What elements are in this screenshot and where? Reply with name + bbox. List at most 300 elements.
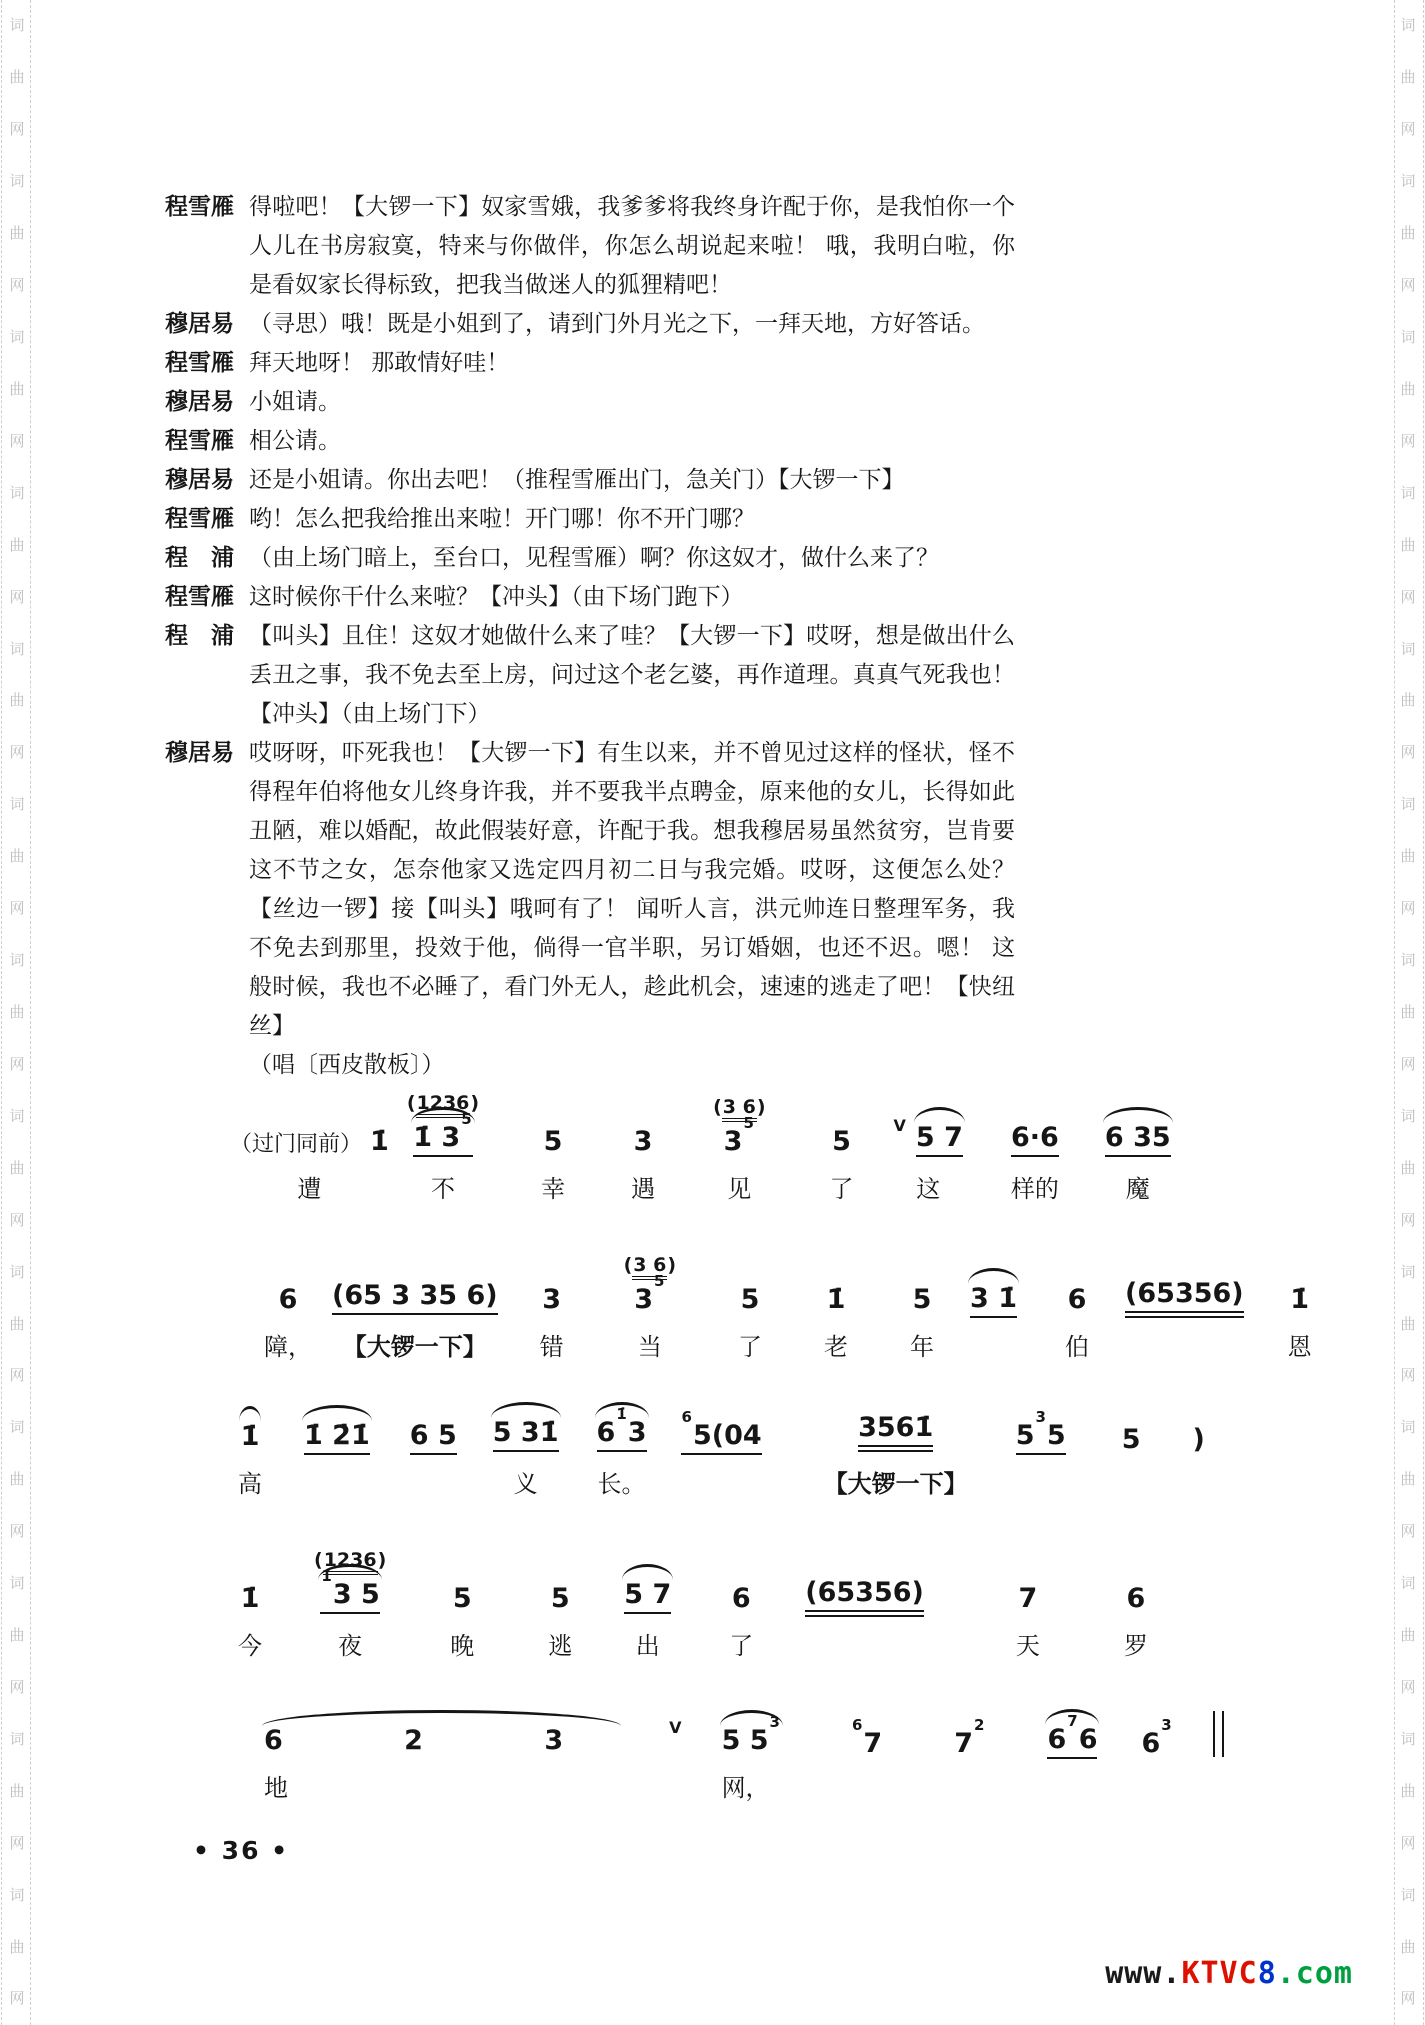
lyric-text: 天 xyxy=(1015,1632,1040,1661)
note-text: 6·6 xyxy=(1011,1122,1059,1157)
music-cell xyxy=(824,1412,968,1499)
edge-watermark-char: 曲 xyxy=(9,691,25,710)
note-group xyxy=(551,1583,570,1614)
edge-watermark-char: 网 xyxy=(9,431,25,450)
lyric-text: 样的 xyxy=(1010,1175,1059,1204)
tie-arc xyxy=(491,1402,561,1418)
music-cell xyxy=(1124,1583,1148,1661)
edge-watermark-char: 网 xyxy=(1400,1522,1416,1541)
grace-digits: 3 6 xyxy=(722,1096,757,1122)
tie-arc xyxy=(622,1564,673,1580)
note-row xyxy=(827,1284,846,1315)
note-row xyxy=(805,1577,924,1617)
edge-watermark-char: 曲 xyxy=(9,847,25,866)
grace-note-annotation: (1236) xyxy=(314,1549,386,1571)
lyric-text: 夜 xyxy=(338,1632,363,1661)
note-row xyxy=(832,1126,851,1157)
note-row xyxy=(241,1583,260,1614)
music-cell xyxy=(596,1405,647,1499)
note-row xyxy=(913,1284,932,1315)
note-text: 1̇ xyxy=(240,1421,260,1453)
edge-watermark-char: 网 xyxy=(9,120,25,139)
music-cell xyxy=(230,1126,389,1204)
note-row xyxy=(732,1583,751,1614)
edge-watermark-char: 曲 xyxy=(9,1937,25,1956)
note-row xyxy=(858,1412,933,1452)
note-group xyxy=(634,1126,653,1157)
edge-watermark-char: 曲 xyxy=(9,224,25,243)
speaker-name: 穆居易 xyxy=(165,389,234,415)
edge-watermark-char: 曲 xyxy=(9,1314,25,1333)
tie-arc xyxy=(239,1406,262,1422)
note-row xyxy=(1193,1424,1205,1455)
music-cell xyxy=(681,1408,762,1499)
edge-watermark-char: 曲 xyxy=(9,68,25,87)
dialogue-entry xyxy=(165,500,1025,539)
site-watermark-segment: .com xyxy=(1276,1956,1353,1991)
music-cell xyxy=(830,1126,854,1204)
note-group xyxy=(1047,1712,1098,1759)
lyric-text: 长。 xyxy=(597,1470,646,1499)
dialogue-text: 哎呀呀，吓死我也！【大锣一下】有生以来，并不曾见过这样的怪状，怪不得程年伯将他女儿终身许我，并不要我半点聘金，原来他的女儿，长得如此丑陋，难以婚配，故此假装好意，许配于我。想我穆居易虽然贫穷，岂肯要这不节之女，怎奈他家又选定四月初二日与我完婚。哎呀，这便怎么处？【丝边一锣】接【叫头】哦呵有了！ 闻听人言，洪元帅连日整理军务，我不免去到那里，投效于他，倘得一官半职，另订婚姻，也还不迟。嗯！ 这般时候，我也不必睡了，看门外无人，趁此机会，速速的逃走了吧！【快纽丝】 xyxy=(249,740,1015,1039)
note-text: 3 1̇ xyxy=(970,1283,1017,1318)
note-row xyxy=(1018,1583,1037,1614)
lyric-text: 魔 xyxy=(1125,1175,1150,1204)
lyric-text: 遭 xyxy=(297,1175,322,1204)
edge-watermark-char: 曲 xyxy=(1400,847,1416,866)
note-text: 5 xyxy=(832,1126,851,1157)
music-cell xyxy=(450,1583,474,1661)
note-text: 5 xyxy=(452,1583,472,1615)
edge-watermark-char: 曲 xyxy=(1400,379,1416,398)
edge-watermark-char: 曲 xyxy=(1400,691,1416,710)
grace-digits: 1236 xyxy=(416,1092,471,1118)
note-row xyxy=(681,1408,762,1455)
lyric-text: 今 xyxy=(238,1632,262,1661)
note-group xyxy=(681,1408,762,1455)
music-cell xyxy=(1015,1408,1066,1499)
inline-cue: （过门同前） xyxy=(230,1131,363,1157)
music-cell xyxy=(238,1421,262,1499)
dialogue-entry xyxy=(165,734,1025,1046)
music-cell xyxy=(631,1126,655,1204)
note-group xyxy=(241,1421,260,1452)
lyric-text: 了 xyxy=(829,1175,854,1204)
music-cell xyxy=(238,1583,262,1661)
speaker-name: 穆居易 xyxy=(165,311,234,337)
music-area xyxy=(230,1092,1340,1853)
lyric-text: 年 xyxy=(910,1333,935,1362)
note-group xyxy=(1193,1424,1205,1455)
music-cell xyxy=(713,1096,765,1204)
note-text: 6 5 xyxy=(410,1420,457,1455)
edge-watermark-char: 网 xyxy=(9,1833,25,1852)
note-group xyxy=(1126,1583,1145,1614)
note-group xyxy=(954,1716,985,1760)
note-row xyxy=(410,1420,457,1455)
music-cell xyxy=(541,1126,565,1204)
note-row xyxy=(954,1716,985,1760)
note-text: 1̇ xyxy=(370,1126,389,1157)
grace-digits: 3 6 xyxy=(632,1254,667,1280)
music-system xyxy=(230,1092,1340,1204)
note-group xyxy=(851,1716,883,1760)
speaker-name: 程 浦 xyxy=(165,623,234,649)
note-row xyxy=(596,1405,647,1452)
note-text: 1̇ $3^5$ xyxy=(413,1122,472,1157)
music-cell xyxy=(304,1420,370,1499)
note-text: $6^3$ xyxy=(1141,1716,1172,1760)
lyric-text: 地 xyxy=(264,1774,288,1803)
dialogue-list xyxy=(165,188,1025,1046)
note-row xyxy=(1011,1122,1059,1157)
edge-watermark-char: 曲 xyxy=(9,1781,25,1800)
note-row xyxy=(551,1583,570,1614)
edge-watermark-char: 词 xyxy=(9,16,25,35)
note-row xyxy=(741,1284,760,1315)
edge-watermark-char: 曲 xyxy=(1400,535,1416,554)
note-row xyxy=(851,1716,883,1760)
music-system xyxy=(230,1405,1340,1499)
note-row xyxy=(1122,1424,1141,1455)
edge-watermark-char: 网 xyxy=(9,743,25,762)
note-text: 6 xyxy=(278,1284,298,1316)
note-row xyxy=(1047,1712,1098,1759)
music-cell xyxy=(314,1549,386,1661)
edge-watermark-char: 网 xyxy=(1400,1677,1416,1696)
note-text: (65356) xyxy=(1125,1278,1244,1318)
edge-watermark-char: 网 xyxy=(1400,1989,1416,2008)
note-row xyxy=(634,1126,653,1157)
edge-watermark-char: 曲 xyxy=(1400,1626,1416,1645)
note-text: 5 7 xyxy=(916,1122,963,1157)
lyric-text: 障， xyxy=(264,1333,312,1362)
dialogue-text: 还是小姐请。你出去吧！（推程雪雁出门，急关门）【大锣一下】 xyxy=(249,467,905,493)
dialogue-text: 得啦吧！【大锣一下】奴家雪娥，我爹爹将我终身许配于你，是我怕你一个人儿在书房寂寞，特来与你做伴，你怎么胡说起来啦！ 哦，我明白啦，你是看奴家长得标致，把我当做迷人的狐狸精吧！ xyxy=(249,194,1015,298)
edge-watermark-char: 曲 xyxy=(1400,1158,1416,1177)
note-row xyxy=(669,1717,691,1759)
dialogue-entry xyxy=(165,539,1025,578)
note-group xyxy=(916,1122,963,1157)
edge-watermark-char: 网 xyxy=(9,1677,25,1696)
lyric-text: 伯 xyxy=(1065,1333,1090,1362)
lyric-text: 了 xyxy=(729,1632,754,1661)
music-cell xyxy=(824,1284,848,1362)
note-text: $^6$7 xyxy=(851,1716,883,1760)
note-text: $^{1̇}$3 5 xyxy=(320,1579,379,1614)
music-cell xyxy=(264,1284,312,1362)
note-group xyxy=(805,1577,924,1617)
edge-watermark-char: 词 xyxy=(9,1729,25,1748)
music-cell xyxy=(1105,1122,1171,1204)
note-text: 1̇ xyxy=(240,1583,260,1615)
note-text: 6 xyxy=(1067,1284,1087,1316)
lyric-text: 【大锣一下】 xyxy=(823,1470,968,1499)
note-group xyxy=(279,1284,298,1315)
note-row xyxy=(723,1114,755,1157)
edge-watermark-char: 网 xyxy=(1400,120,1416,139)
edge-watermark-char: 网 xyxy=(9,1210,25,1229)
edge-watermark-char: 网 xyxy=(9,1366,25,1385)
note-row xyxy=(1068,1284,1087,1315)
lyric-text: 高 xyxy=(238,1470,262,1499)
music-system xyxy=(230,1711,1340,1803)
music-cell xyxy=(1141,1716,1172,1803)
note-text: 5 xyxy=(543,1126,563,1157)
dialogue-text: （由上场门暗上，至台口，见程雪雁）啊？你这奴才，做什么来了？ xyxy=(249,545,939,571)
note-text: 5 xyxy=(740,1284,760,1316)
edge-watermark-char: 曲 xyxy=(1400,1470,1416,1489)
note-text: $6^{1̇}3$ xyxy=(597,1417,647,1452)
edge-watermark-char: 词 xyxy=(1400,16,1416,35)
note-text: 5 xyxy=(550,1583,570,1615)
note-group xyxy=(1105,1122,1171,1157)
note-group xyxy=(332,1280,498,1315)
dialogue-section xyxy=(165,188,1025,1085)
dialogue-entry xyxy=(165,188,1025,305)
music-cell xyxy=(410,1420,457,1499)
page-number: • 36 • xyxy=(193,1836,290,1865)
music-cell xyxy=(540,1284,564,1362)
note-row xyxy=(413,1110,472,1157)
music-cell xyxy=(332,1280,498,1362)
note-text: 5 $5^3$ xyxy=(721,1713,780,1757)
edge-watermark-char: 网 xyxy=(1400,1210,1416,1229)
edge-watermark-char: 词 xyxy=(9,1574,25,1593)
note-group xyxy=(723,1114,755,1157)
speaker-name: 程雪雁 xyxy=(165,584,234,610)
site-watermark-segment: www. xyxy=(1105,1956,1182,1991)
note-text: 6 xyxy=(1126,1583,1146,1615)
edge-watermark-char: 词 xyxy=(9,639,25,658)
edge-watermark-char: 曲 xyxy=(1400,68,1416,87)
dialogue-text: （寻思）哦！既是小姐到了，请到门外月光之下，一拜天地，方好答话。 xyxy=(249,311,985,337)
note-text: $6^76$ xyxy=(1047,1724,1097,1759)
lyric-text: 出 xyxy=(635,1632,660,1661)
note-group xyxy=(732,1583,751,1614)
edge-watermark-char: 曲 xyxy=(9,1002,25,1021)
music-cell xyxy=(738,1284,762,1362)
edge-watermark-char: 网 xyxy=(1400,276,1416,295)
note-row xyxy=(264,1725,619,1756)
edge-watermark-char: 词 xyxy=(1400,795,1416,814)
edge-watermark-char: 曲 xyxy=(1400,1314,1416,1333)
note-row xyxy=(230,1126,389,1157)
final-barline xyxy=(1213,1711,1224,1757)
music-cell xyxy=(1065,1284,1089,1362)
speaker-name: 程雪雁 xyxy=(165,350,234,376)
lyric-text: 网， xyxy=(721,1774,770,1803)
edge-watermark-char: 曲 xyxy=(9,379,25,398)
edge-watermark-char: 词 xyxy=(9,1262,25,1281)
lyric-text: 错 xyxy=(539,1333,564,1362)
edge-watermark-char: 网 xyxy=(1400,431,1416,450)
note-group xyxy=(1290,1284,1309,1315)
note-text: (65356) xyxy=(805,1577,924,1617)
note-group xyxy=(264,1725,619,1756)
music-cell xyxy=(1193,1424,1205,1499)
note-row xyxy=(634,1272,665,1316)
music-cell xyxy=(851,1716,883,1803)
edge-watermark-char: 词 xyxy=(1400,1106,1416,1125)
note-row xyxy=(970,1283,1017,1318)
note-group xyxy=(413,1110,472,1157)
music-cell xyxy=(729,1583,753,1661)
edge-watermark-char: 词 xyxy=(9,795,25,814)
note-row xyxy=(1126,1583,1145,1614)
lyric-text: 了 xyxy=(738,1333,763,1362)
note-group xyxy=(1018,1583,1037,1614)
tie-arc xyxy=(262,1710,621,1726)
edge-watermark-char: 词 xyxy=(1400,1885,1416,1904)
music-cell xyxy=(493,1417,559,1499)
note-group xyxy=(1122,1424,1141,1455)
note-group xyxy=(1068,1284,1087,1315)
lyric-text: 逃 xyxy=(548,1632,573,1661)
dialogue-text: 这时候你干什么来啦？【冲头】（由下场门跑下） xyxy=(249,584,744,610)
edge-watermark-char: 网 xyxy=(9,1054,25,1073)
site-watermark-segment: 8 xyxy=(1257,1956,1277,1991)
note-group xyxy=(453,1583,472,1614)
music-cell xyxy=(407,1092,479,1204)
edge-watermark-char: 曲 xyxy=(9,535,25,554)
edge-watermark-char: 词 xyxy=(9,1418,25,1437)
tie-arc xyxy=(1103,1107,1173,1123)
note-text: 1̇ xyxy=(826,1284,846,1316)
note-row xyxy=(453,1583,472,1614)
music-cell xyxy=(910,1284,934,1362)
note-row xyxy=(493,1417,559,1452)
speaker-name: 程雪雁 xyxy=(165,428,234,454)
lyric-text: 晚 xyxy=(450,1632,475,1661)
edge-watermark-char: 词 xyxy=(1400,1262,1416,1281)
lyric-text: 幸 xyxy=(541,1175,566,1204)
note-group xyxy=(741,1284,760,1315)
edge-watermark-char: 网 xyxy=(1400,1366,1416,1385)
note-group xyxy=(596,1405,647,1452)
note-text: ) xyxy=(1192,1424,1205,1456)
note-text: 6 xyxy=(731,1583,751,1615)
edge-watermark-char: 词 xyxy=(9,172,25,191)
tie-arc xyxy=(914,1107,965,1123)
speaker-name: 程雪雁 xyxy=(165,506,234,532)
note-group xyxy=(858,1412,933,1452)
note-group xyxy=(1141,1716,1172,1760)
edge-watermark-char: 曲 xyxy=(9,1470,25,1489)
lyric-text: 见 xyxy=(727,1175,752,1204)
music-cell xyxy=(805,1577,924,1661)
note-text: 3561̇ xyxy=(858,1412,933,1452)
note-text: $^6$5(04 xyxy=(681,1420,762,1455)
note-row xyxy=(279,1284,298,1315)
left-outer-dashed-rule xyxy=(1,0,2,2025)
note-text: 5 xyxy=(912,1284,932,1316)
note-text: 5 7 xyxy=(624,1579,671,1614)
note-group xyxy=(721,1713,781,1757)
note-group xyxy=(832,1126,851,1157)
dialogue-entry xyxy=(165,617,1025,734)
grace-note-annotation: (3 6) xyxy=(713,1096,765,1118)
edge-watermark-char: 曲 xyxy=(1400,1937,1416,1956)
lyric-text: 义 xyxy=(513,1470,538,1499)
edge-watermark-char: 词 xyxy=(1400,1729,1416,1748)
music-cell xyxy=(954,1716,985,1803)
note-group xyxy=(1011,1122,1059,1157)
note-text: 5 xyxy=(1121,1424,1141,1456)
edge-watermark-char: 曲 xyxy=(1400,1002,1416,1021)
dialogue-text: 小姐请。 xyxy=(249,389,341,415)
note-group xyxy=(370,1126,389,1157)
note-text: 3 xyxy=(542,1284,561,1316)
music-cell xyxy=(264,1725,619,1803)
site-watermark-segment: KTVC xyxy=(1181,1956,1258,1991)
music-cell xyxy=(1047,1712,1098,1803)
edge-watermark-char: 词 xyxy=(1400,951,1416,970)
edge-watermark-char: 曲 xyxy=(9,1626,25,1645)
edge-watermark-char: 网 xyxy=(1400,743,1416,762)
music-cell xyxy=(1011,1122,1059,1204)
note-row xyxy=(542,1284,561,1315)
edge-watermark-char: 网 xyxy=(1400,587,1416,606)
edge-watermark-char: 曲 xyxy=(1400,1781,1416,1800)
speaker-name: 程雪雁 xyxy=(165,194,234,220)
edge-watermark-char: 曲 xyxy=(1400,224,1416,243)
note-text: 1̇ xyxy=(1290,1284,1310,1316)
breath-mark: V xyxy=(893,1115,906,1135)
note-row xyxy=(1213,1711,1224,1759)
note-row xyxy=(544,1126,563,1157)
note-row xyxy=(721,1713,781,1757)
lyric-text: 当 xyxy=(637,1333,662,1362)
music-cell xyxy=(1016,1583,1040,1661)
note-text: $3^5$ xyxy=(634,1272,665,1316)
note-row xyxy=(332,1280,498,1315)
music-cell xyxy=(970,1283,1017,1362)
lyric-text: 这 xyxy=(916,1175,941,1204)
music-cell xyxy=(548,1583,572,1661)
dialogue-entry xyxy=(165,578,1025,617)
dialogue-text: 【叫头】且住！这奴才她做什么来了哇？【大锣一下】哎呀，想是做出什么丢丑之事，我不免去至上房，问过这个老乞婆，再作道理。真真气死我也！【冲头】（由上场门下） xyxy=(249,623,1015,727)
edge-watermark-char: 词 xyxy=(1400,483,1416,502)
music-cell xyxy=(1122,1424,1141,1499)
edge-watermark-char: 词 xyxy=(9,951,25,970)
note-group xyxy=(542,1284,561,1315)
speaker-name: 穆居易 xyxy=(165,467,234,493)
lyric-text: 老 xyxy=(824,1333,849,1362)
note-group xyxy=(634,1272,665,1316)
edge-watermark-char: 网 xyxy=(9,1989,25,2008)
music-cell xyxy=(1213,1711,1224,1803)
note-group xyxy=(970,1283,1017,1318)
left-edge-watermark-column xyxy=(6,0,28,2025)
note-text: $5^35$ xyxy=(1016,1420,1066,1455)
note-group xyxy=(1015,1408,1066,1455)
edge-watermark-char: 词 xyxy=(9,1106,25,1125)
dialogue-text: 哟！怎么把我给推出来啦！开门哪！你不开门哪？ xyxy=(249,506,755,532)
edge-watermark-char: 网 xyxy=(9,587,25,606)
edge-watermark-char: 词 xyxy=(1400,1574,1416,1593)
grace-digits: 1236 xyxy=(323,1549,378,1575)
edge-watermark-char: 网 xyxy=(1400,1054,1416,1073)
note-row xyxy=(1141,1716,1172,1760)
edge-watermark-char: 网 xyxy=(1400,1833,1416,1852)
music-cell xyxy=(1288,1284,1312,1362)
note-text: 7 xyxy=(1018,1583,1038,1615)
right-inner-dashed-rule xyxy=(1394,0,1395,2025)
note-row xyxy=(1015,1408,1066,1455)
dialogue-text: 拜天地呀！ 那敢情好哇！ xyxy=(249,350,510,376)
dialogue-entry xyxy=(165,422,1025,461)
